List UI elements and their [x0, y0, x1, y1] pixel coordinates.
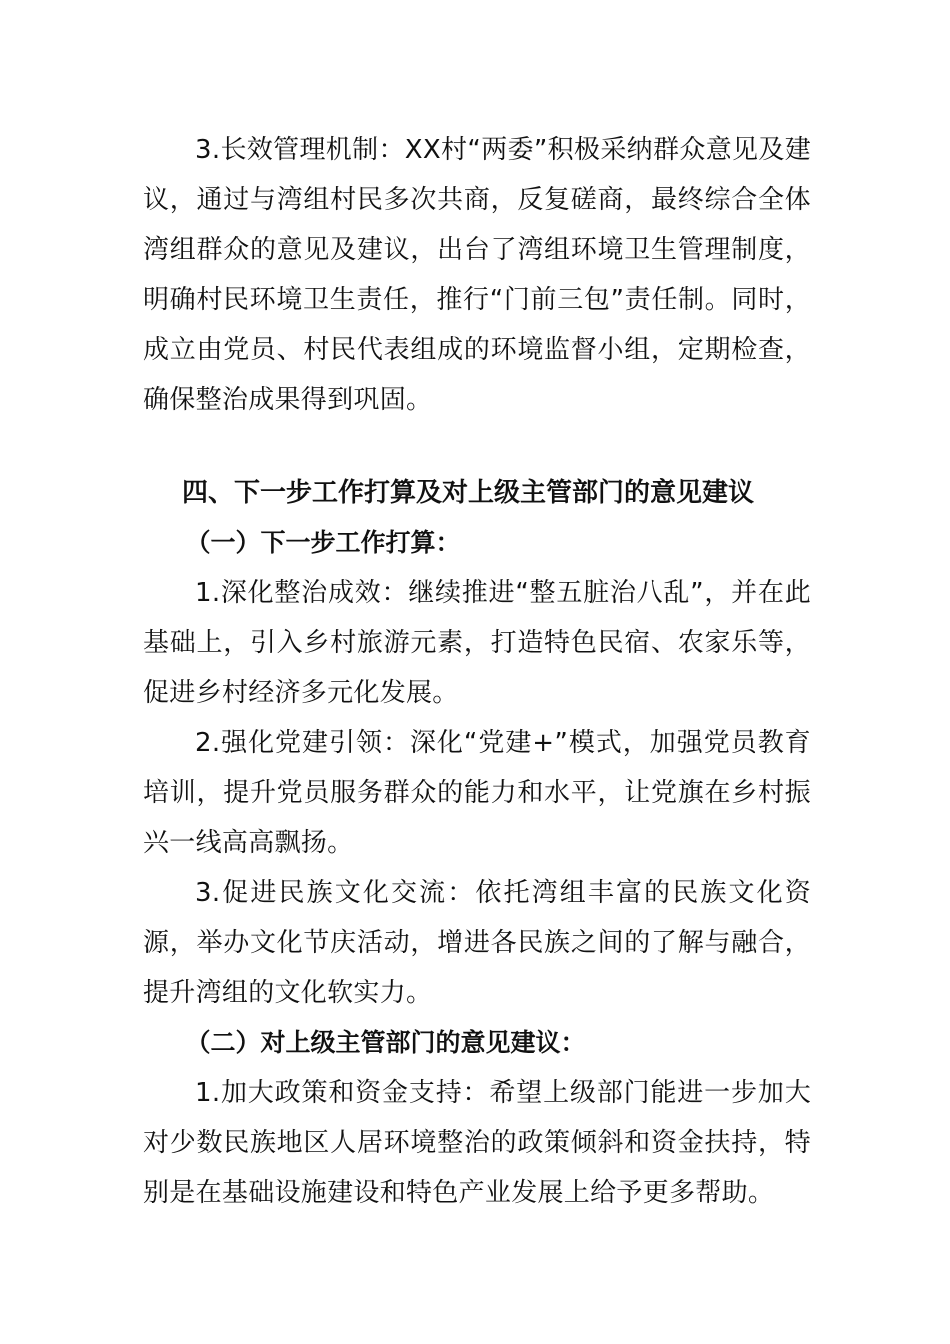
section-heading-next-steps: 四、下一步工作打算及对上级主管部门的意见建议 — [182, 478, 755, 508]
paragraph-long-term-management: 3.长效管理机制：XX村“两委”积极采纳群众意见及建议，通过与湾组村民多次共商，反复磋商，最终综合全体湾组群众的意见及建议，出台了湾组环境卫生管理制度，明确村民环境卫生责任，推行“门前三包”责任制。同时，成立由党员、村民代表组成的环境监督小组，定期检查，确保整治成果得到巩固。 — [143, 135, 811, 415]
section-spacer — [143, 425, 811, 468]
subheading-work-plan: （一）下一步工作打算： — [185, 528, 461, 557]
document-body — [143, 125, 811, 1218]
paragraph-party-building: 2.强化党建引领：深化“党建+”模式，加强党员教育培训，提升党员服务群众的能力和水平，让党旗在乡村振兴一线高高飘扬。 — [143, 728, 811, 858]
paragraph-policy-support: 1.加大政策和资金支持：希望上级部门能进一步加大对少数民族地区人居环境整治的政策倾斜和资金扶持，特别是在基础设施建设和特色产业发展上给予更多帮助。 — [143, 1078, 811, 1208]
subheading-suggestions: （二）对上级主管部门的意见建议： — [185, 1028, 586, 1057]
paragraph-cultural-exchange: 3.促进民族文化交流：依托湾组丰富的民族文化资源，举办文化节庆活动，增进各民族之间的了解与融合，提升湾组的文化软实力。 — [143, 878, 811, 1008]
paragraph-deepen-rectification: 1.深化整治成效：继续推进“整五脏治八乱”，并在此基础上，引入乡村旅游元素，打造特色民宿、农家乐等，促进乡村经济多元化发展。 — [143, 578, 811, 708]
